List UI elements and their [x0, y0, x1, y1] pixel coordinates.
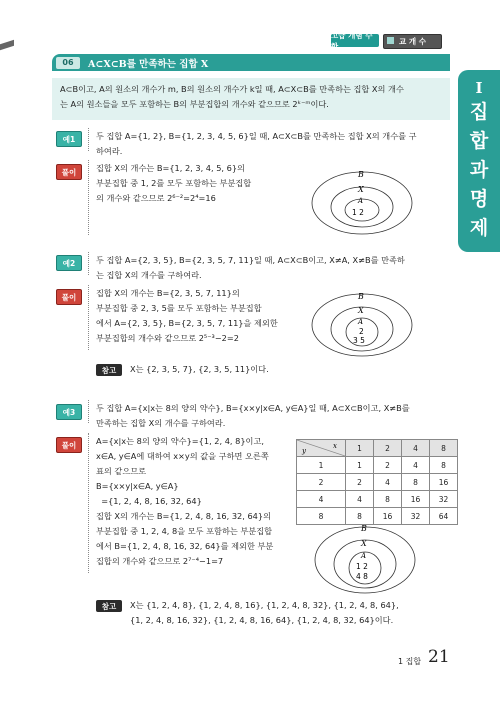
footer-chapter-label: 1 집합 [398, 657, 422, 666]
table-row [297, 474, 458, 491]
table-cell: 8 [297, 508, 346, 525]
chapter-char: 합 [469, 130, 489, 152]
example-3-line: 만족하는 집합 X의 개수를 구하여라. [96, 418, 226, 428]
topic-bar [52, 54, 450, 71]
solution-2-line: 부분집합 중 2, 3, 5를 모두 포함하는 부분집합 [96, 303, 262, 313]
page-edge-mark [0, 40, 14, 51]
table-header: 2 [374, 440, 402, 457]
chapter-char: 과 [469, 159, 489, 181]
venn-label-b: B [358, 292, 364, 301]
chapter-numeral: I [475, 79, 483, 97]
solution-2-line: 부분집합의 개수와 같으므로 2⁵⁻³−2=2 [96, 333, 239, 343]
corner-diagonal [297, 440, 345, 456]
venn-element: 2 [359, 327, 364, 336]
venn-diagram-3 [310, 518, 420, 598]
solution-1-line: 집합 X의 개수는 B={1, 2, 3, 4, 5, 6}의 [96, 163, 245, 173]
table-corner [297, 440, 346, 457]
solution-3-line: 집합의 개수와 같으므로 2⁷⁻⁴−1=7 [96, 556, 224, 566]
topic-desc-line: A⊂B이고, A의 원소의 개수가 m, B의 원소의 개수가 k일 때, A⊂X⊂B를 만족하는 집합 X의 개수 [60, 84, 404, 94]
chapter-char: 명 [469, 188, 489, 210]
table-cell: 16 [374, 508, 402, 525]
venn-label-b: B [361, 524, 367, 533]
table-cell: 4 [297, 491, 346, 508]
solution-1-line: 부분집합 중 1, 2를 모두 포함하는 부분집합 [96, 178, 252, 188]
table-cell: 64 [430, 508, 458, 525]
page-number: 21 [428, 647, 450, 667]
table-cell: 2 [297, 474, 346, 491]
table-cell: 32 [430, 491, 458, 508]
multiplication-table [296, 439, 458, 525]
table-cell: 8 [430, 457, 458, 474]
example-3-tag: 예3 [56, 404, 82, 420]
table-cell: 1 [346, 457, 374, 474]
topic-number: 06 [56, 57, 80, 69]
venn-element: 1 2 [356, 562, 368, 571]
solution-3-line: 부분집합 중 1, 2, 4, 8을 모두 포함하는 부분집합 [96, 526, 273, 536]
course-badge: 고급 개념 수학 [331, 34, 379, 47]
topic-title: A⊂X⊂B를 만족하는 집합 X [88, 58, 209, 70]
example-2-line: 두 집합 A={2, 3, 5}, B={2, 3, 5, 7, 11}일 때, A⊂X⊂B이고, X≠A, X≠B를 만족하 [96, 255, 405, 265]
venn-elements: 1 2 [352, 208, 364, 217]
venn-label-x: X [361, 539, 367, 548]
table-cell: 1 [297, 457, 346, 474]
topic-desc-line: 는 A의 원소들을 모두 포함하는 B의 부분집합의 개수와 같으므로 2ᵏ⁻ᵐ이다. [60, 99, 329, 109]
table-header-row [297, 440, 458, 457]
divider [88, 400, 89, 423]
venn-label-b: B [358, 170, 364, 179]
note-3-tag: 참고 [96, 600, 122, 612]
table-cell: 32 [402, 508, 430, 525]
divider [88, 285, 89, 350]
table-row [297, 457, 458, 474]
solution-2-tag: 풀이 [56, 289, 82, 305]
example-2-tag: 예2 [56, 255, 82, 271]
solution-3-line: 집합 X의 개수는 B={1, 2, 4, 8, 16, 32, 64}의 [96, 511, 271, 521]
venn-element: 4 8 [356, 572, 368, 581]
solution-3-line: B={x×y|x∈A, y∈A} [96, 481, 179, 491]
solution-3-line: ={1, 2, 4, 8, 16, 32, 64} [96, 496, 202, 506]
example-1-tag: 예1 [56, 131, 82, 147]
table-cell: 4 [402, 457, 430, 474]
chapter-char: 제 [469, 217, 489, 239]
divider [88, 433, 89, 573]
solution-1-tag: 풀이 [56, 164, 82, 180]
solution-3-line: A={x|x는 8의 양의 약수}={1, 2, 4, 8}이고, [96, 436, 264, 446]
table-cell: 8 [374, 491, 402, 508]
table-cell: 4 [346, 491, 374, 508]
example-1-line: 하여라. [96, 146, 123, 156]
note-2-text: X는 {2, 3, 5, 7}, {2, 3, 5, 11}이다. [130, 364, 269, 374]
table-cell: 16 [430, 474, 458, 491]
venn-label-x: X [358, 306, 364, 315]
chapter-char: 집 [469, 101, 489, 123]
note-3-line: X는 {1, 2, 4, 8}, {1, 2, 4, 8, 16}, {1, 2, 4, 8, 32}, {1, 2, 4, 8, 64}, [130, 600, 399, 610]
table-header: 1 [346, 440, 374, 457]
divider [88, 252, 89, 275]
chapter-side-tab [458, 70, 500, 252]
corner-label-x: x [333, 442, 337, 450]
note-3-line: {1, 2, 4, 8, 16, 32}, {1, 2, 4, 8, 16, 64}, {1, 2, 4, 8, 32, 64}이다. [130, 615, 394, 625]
solution-3-tag: 풀이 [56, 437, 82, 453]
divider [88, 128, 89, 151]
category-badge: 교 개 수 [383, 34, 442, 49]
corner-label-y: y [302, 447, 306, 455]
solution-1-line: 의 개수와 같으므로 2⁶⁻²=2⁴=16 [96, 193, 216, 203]
table-header: 8 [430, 440, 458, 457]
venn-label-a: A [358, 197, 364, 205]
venn-label-a: A [361, 552, 367, 560]
venn-label-a: A [358, 318, 364, 326]
example-3-line: 두 집합 A={x|x는 8의 양의 약수}, B={x×y|x∈A, y∈A}일 때, A⊂X⊂B이고, X≠B를 [96, 403, 410, 413]
solution-3-line: 에서 B={1, 2, 4, 8, 16, 32, 64}를 제외한 부분 [96, 541, 274, 551]
venn-diagram-2 [307, 285, 417, 360]
note-2-tag: 참고 [96, 364, 122, 376]
solution-2-line: 에서 A={2, 3, 5}, B={2, 3, 5, 7, 11}을 제외한 [96, 318, 278, 328]
table-header: 4 [402, 440, 430, 457]
divider [88, 160, 89, 235]
topic-description [52, 78, 450, 120]
table-cell: 16 [402, 491, 430, 508]
table-cell: 8 [346, 508, 374, 525]
venn-label-x: X [358, 185, 364, 194]
solution-3-line: 표의 같으므로 [96, 466, 147, 476]
table-cell: 2 [346, 474, 374, 491]
table-cell: 2 [374, 457, 402, 474]
example-2-line: 는 집합 X의 개수를 구하여라. [96, 270, 202, 280]
venn-element: 3 5 [353, 336, 365, 345]
solution-2-line: 집합 X의 개수는 B={2, 3, 5, 7, 11}의 [96, 288, 240, 298]
solution-3-line: x∈A, y∈A에 대하여 x×y의 값을 구하면 오른쪽 [96, 451, 269, 461]
venn-diagram-1 [307, 163, 417, 238]
example-1-line: 두 집합 A={1, 2}, B={1, 2, 3, 4, 5, 6}일 때, A⊂X⊂B를 만족하는 집합 X의 개수를 구 [96, 131, 417, 141]
table-cell: 8 [402, 474, 430, 491]
table-cell: 4 [374, 474, 402, 491]
table-row [297, 491, 458, 508]
